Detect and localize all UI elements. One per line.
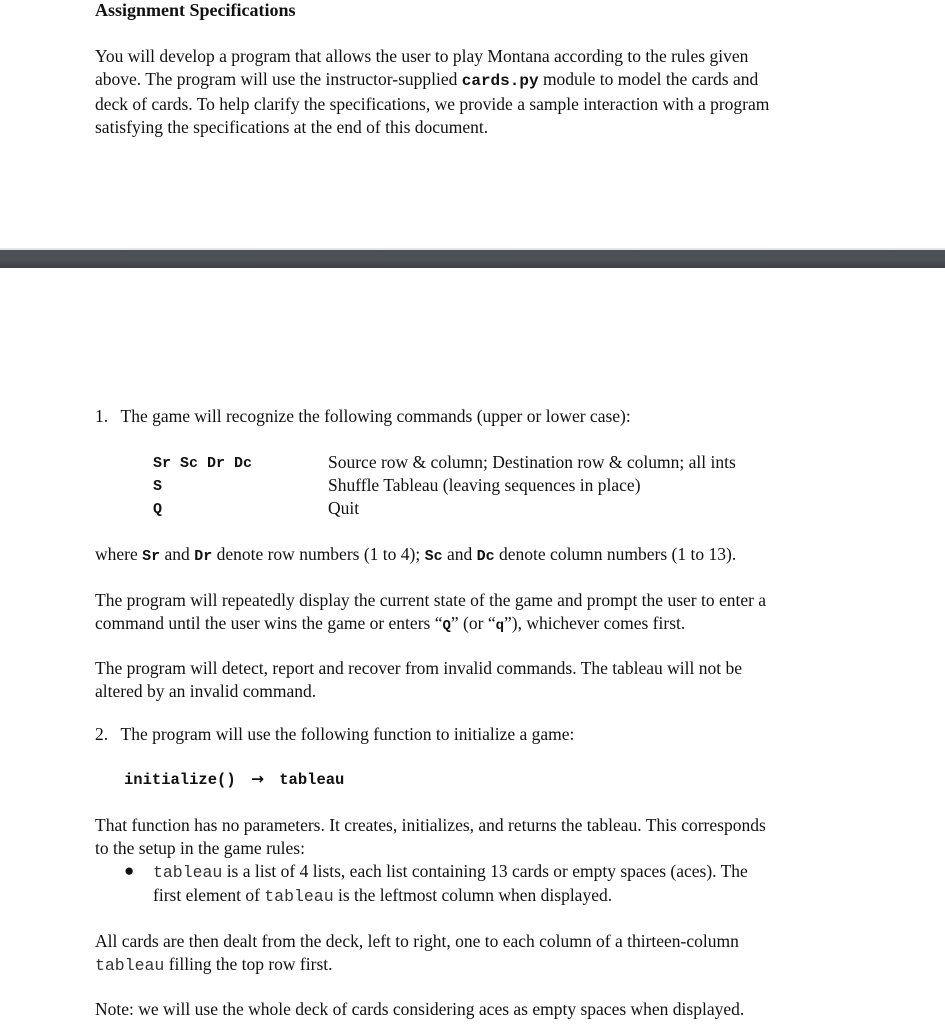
signature-function: initialize() [124, 771, 236, 789]
signature-return: tableau [279, 771, 345, 789]
bullet-text: is the leftmost column when displayed. [333, 885, 613, 905]
deal-line-2 [95, 953, 875, 977]
repeat-paragraph [95, 589, 875, 638]
where-text: and [160, 544, 195, 564]
bullet-text: first element of [153, 885, 265, 905]
bullet-text: is a list of 4 lists, each list containing 13 cards or empty spaces (aces). The [222, 861, 748, 881]
intro-line-1: You will develop a program that allows the user to play Montana according to the rules given [95, 46, 749, 66]
code-tableau: tableau [264, 887, 334, 906]
page-title: Assignment Specifications [95, 0, 296, 20]
intro-paragraph [95, 45, 875, 139]
detect-paragraph [95, 657, 875, 703]
bullet-item [153, 860, 748, 908]
where-text: and [442, 544, 477, 564]
command-description: Shuffle Tableau (leaving sequences in place) [328, 475, 641, 495]
intro-text: above. The program will use the instructor-supplied [95, 69, 462, 89]
where-text: denote row numbers (1 to 4); [212, 544, 425, 564]
bullet-line-1 [153, 860, 748, 884]
item-text: The program will use the following function to initialize a game: [120, 724, 575, 744]
command-description: Quit [328, 498, 360, 518]
repeat-text: ” (or “ [450, 613, 496, 633]
intro-line-2 [95, 68, 875, 93]
command-description: Source row & column; Destination row & column; all ints [328, 452, 736, 472]
code-tableau: tableau [95, 956, 165, 975]
item-text: The game will recognize the following commands (upper or lower case): [120, 406, 631, 426]
detect-line-1: The program will detect, report and recover from invalid commands. The tableau will not be [95, 658, 742, 678]
command-code: Q [153, 501, 163, 518]
bullet-line-2 [153, 884, 748, 908]
code-sc: Sc [424, 548, 443, 565]
repeat-text: ”), whichever comes first. [504, 613, 686, 633]
item-1-line [95, 406, 631, 427]
bullet-dot: ● [124, 861, 135, 880]
code-dr: Dr [194, 548, 213, 565]
function-line-2: to the setup in the game rules: [95, 838, 305, 858]
note-paragraph: Note: we will use the whole deck of cards considering aces as empty spaces when displayed. [95, 999, 745, 1019]
item-number: 1. [95, 406, 109, 426]
item-2-line [95, 724, 574, 745]
intro-line-4: satisfying the specifications at the end of this document. [95, 117, 489, 137]
code-cards-py: cards.py [461, 72, 539, 90]
code-dc: Dc [476, 548, 495, 565]
code-tableau: tableau [153, 863, 223, 882]
repeat-line-2 [95, 612, 875, 638]
command-code: Sr Sc Dr Dc [153, 455, 253, 472]
code-sr: Sr [142, 548, 161, 565]
repeat-text: command until the user wins the game or enters “ [95, 613, 443, 633]
function-paragraph [95, 814, 875, 860]
where-text: where [95, 544, 143, 564]
detect-line-2: altered by an invalid command. [95, 681, 317, 701]
intro-text: module to model the cards and [538, 69, 759, 89]
arrow-icon: → [250, 770, 264, 788]
command-code: S [153, 478, 163, 495]
intro-line-3: deck of cards. To help clarify the specifications, we provide a sample interaction with a program [95, 94, 770, 114]
where-text: denote column numbers (1 to 13). [494, 544, 737, 564]
code-lower-q: q [495, 618, 504, 634]
repeat-line-1: The program will repeatedly display the current state of the game and prompt the user to enter a [95, 590, 767, 610]
code-q: Q [442, 618, 451, 634]
deal-paragraph [95, 930, 875, 977]
function-line-1: That function has no parameters. It creates, initializes, and returns the tableau. This corresponds [95, 815, 766, 835]
deal-line-1: All cards are then dealt from the deck, left to right, one to each column of a thirteen-column [95, 931, 739, 951]
page-break-divider [0, 250, 945, 268]
function-signature [124, 770, 344, 789]
item-number: 2. [95, 724, 109, 744]
where-line [95, 544, 736, 565]
deal-text: filling the top row first. [164, 954, 333, 974]
